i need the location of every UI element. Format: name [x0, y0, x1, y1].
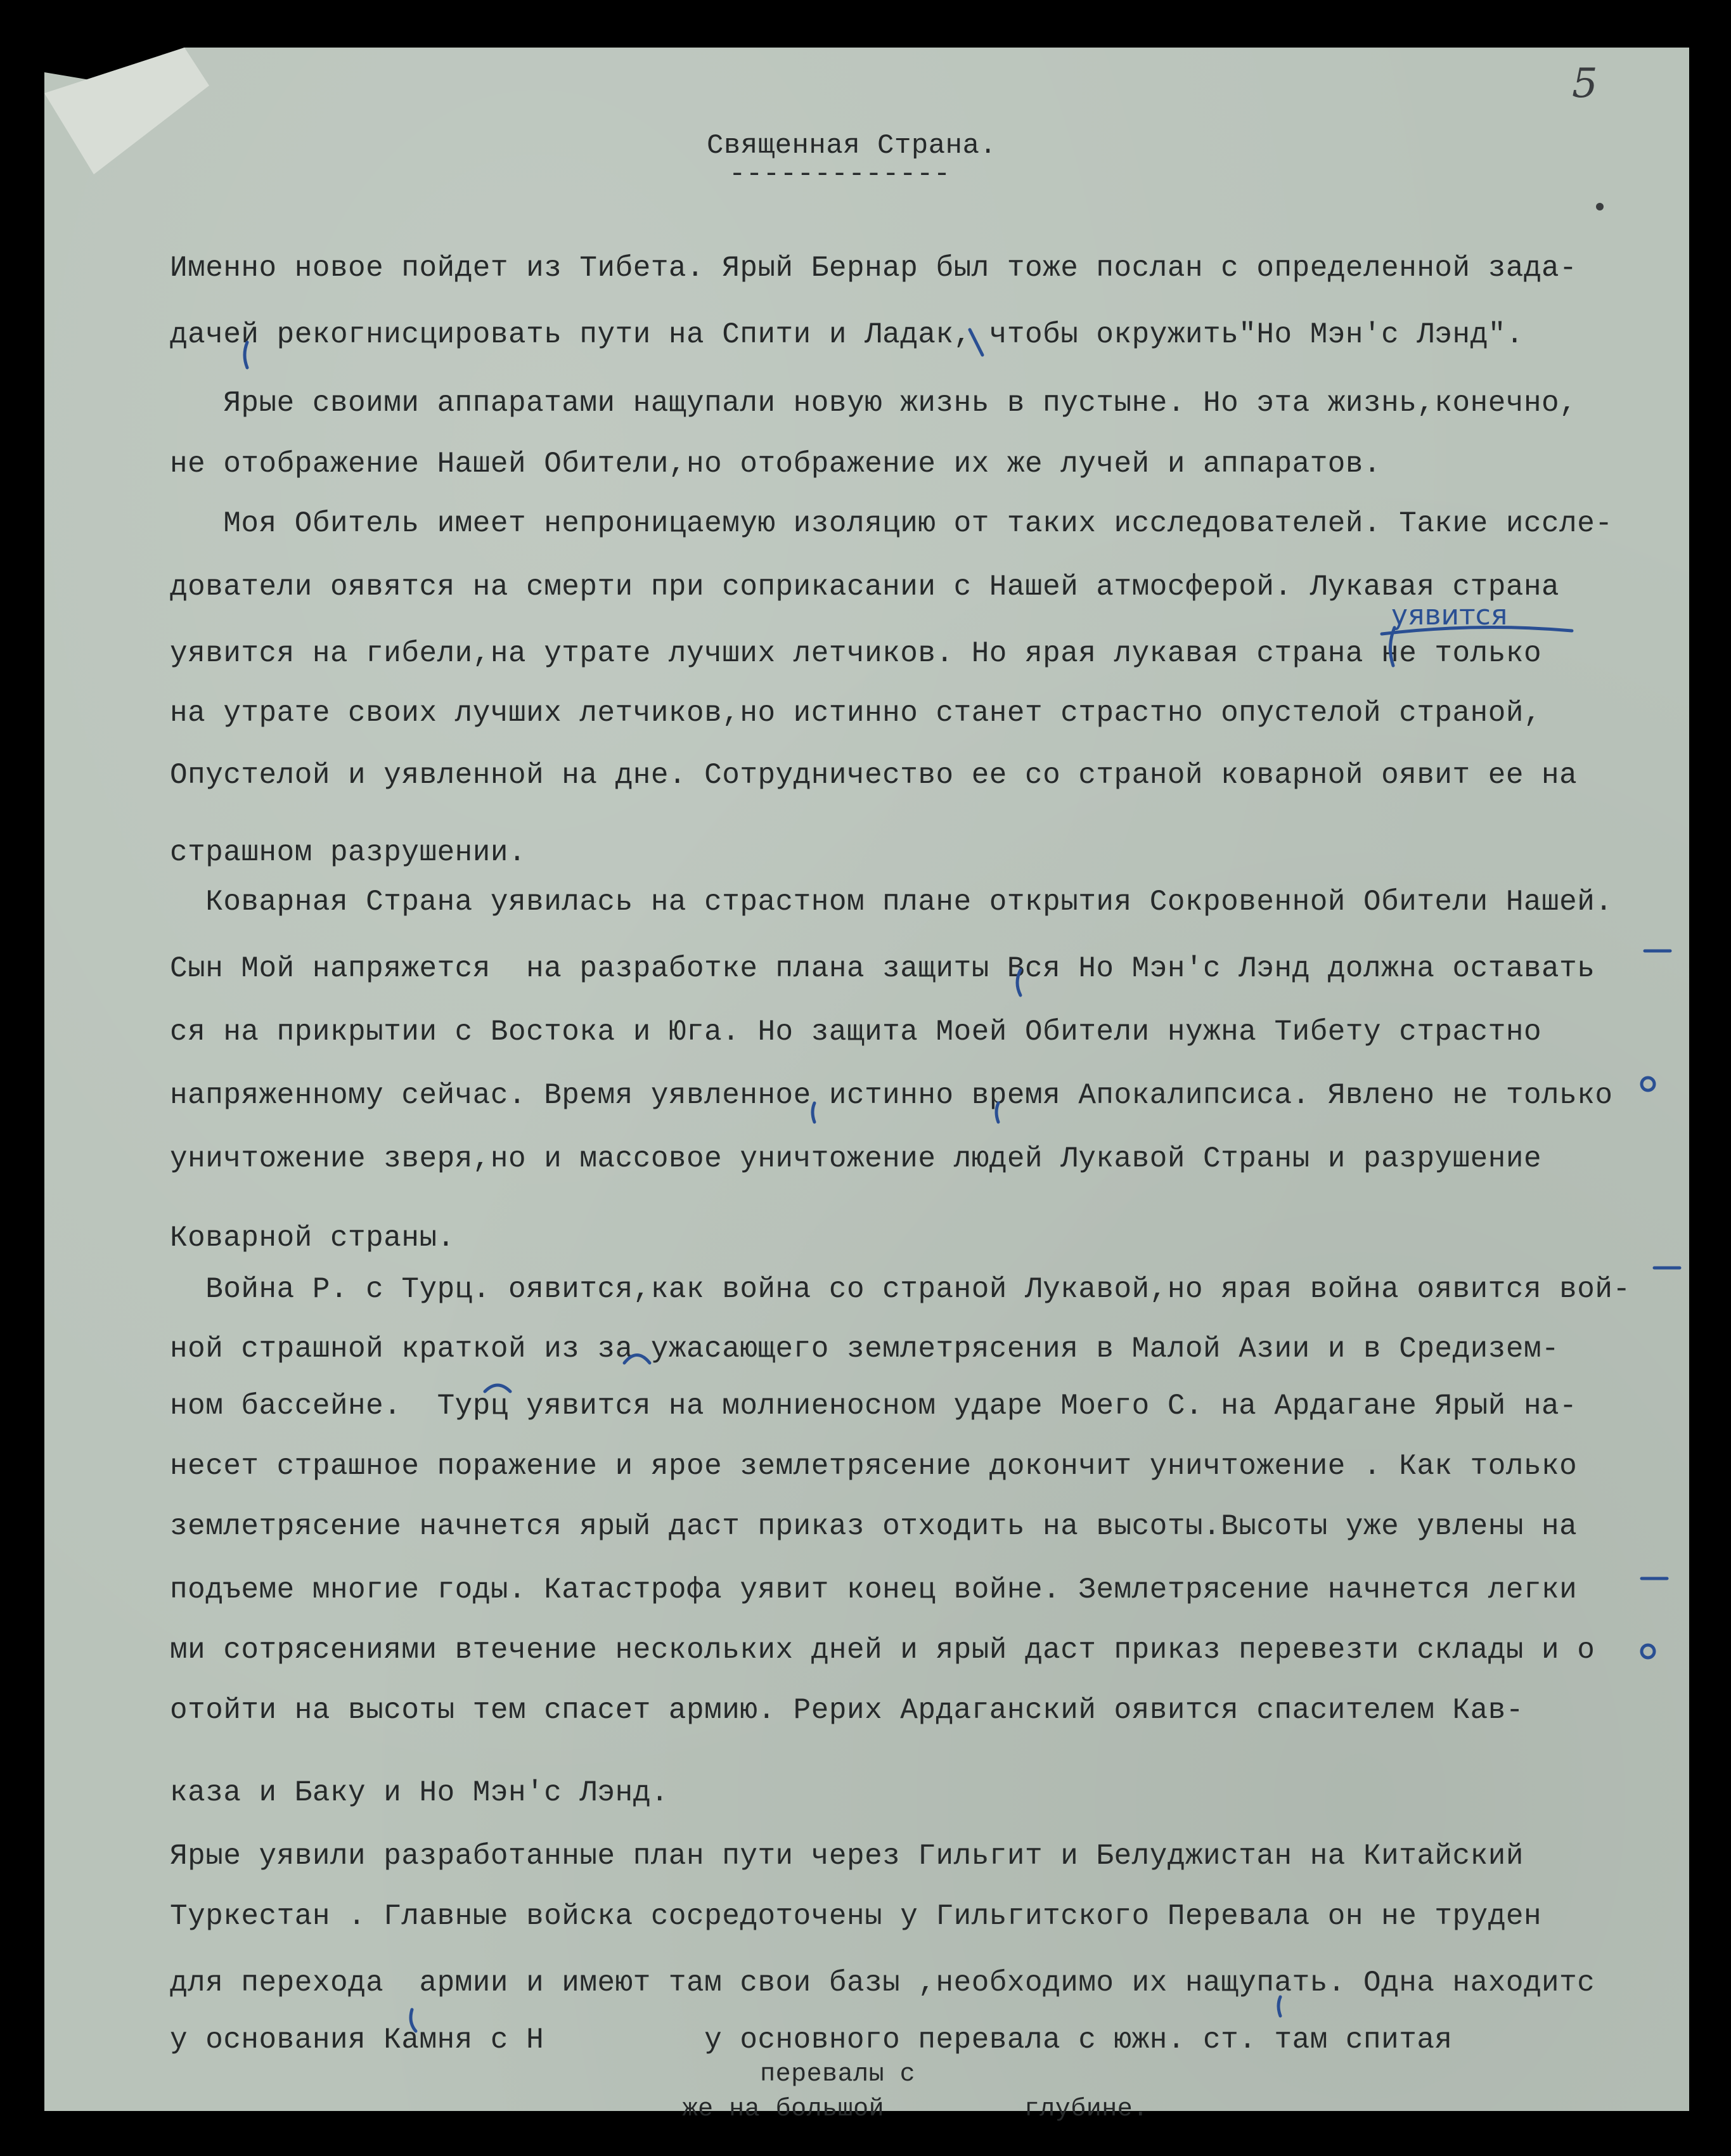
body-line: Коварная Страна уявилась на страстном плане открытия Сокровенной Обители Нашей.	[170, 886, 1613, 919]
body-line: напряженному сейчас. Время уявленное истинно время Апокалипсиса. Явлено не только	[170, 1079, 1613, 1112]
body-line: Коварной страны.	[170, 1222, 455, 1255]
body-line: Моя Обитель имеет непроницаемую изоляцию от таких исследователей. Такие иссле-	[170, 507, 1613, 540]
body-line: ной страшной краткой из за ужасающего землетрясения в Малой Азии и в Средизем-	[170, 1333, 1560, 1365]
body-line: ся на прикрытии с Востока и Юга. Но защита Моей Обители нужна Тибету страстно	[170, 1016, 1542, 1049]
body-line: землетрясение начнется ярый даст приказ отходить на высоты.Высоты уже увлены на	[170, 1510, 1578, 1543]
body-line: Именно новое пойдет из Тибета. Ярый Бернар был тоже послан с определенной зада-	[170, 252, 1578, 285]
body-line: дователи оявятся на смерти при соприкасании с Нашей атмосферой. Лукавая страна	[170, 571, 1560, 604]
page-title: Священная Страна.	[707, 130, 997, 162]
title-underline: -------------	[729, 158, 951, 190]
body-line: отойти на высоты тем спасет армию. Рерих Ардаганский оявится спасителем Кав-	[170, 1694, 1524, 1727]
body-line: страшном разрушении.	[170, 836, 527, 869]
body-line: же на большой глубине.	[170, 2095, 1149, 2124]
body-line: уявится на гибели,на утрате лучших летчиков. Но ярая лукавая страна не только	[170, 637, 1542, 670]
body-line: Ярые уявили разработанные план пути через Гильгит и Белуджистан на Китайский	[170, 1840, 1524, 1873]
body-line: ном бассейне. Турц уявится на молниеносном ударе Моего С. на Ардагане Ярый на-	[170, 1390, 1578, 1423]
page-number: 5	[1572, 60, 1599, 107]
margin-circle	[1642, 1078, 1654, 1090]
body-line: не отображение Нашей Обители,но отображение их же лучей и аппаратов.	[170, 448, 1382, 481]
body-line: ми сотрясениями втечение нескольких дней и ярый даст приказ перевезти склады и о	[170, 1634, 1595, 1667]
body-line: Сын Мой напряжется на разработке плана защиты Вся Но Мэн'с Лэнд должна оставать	[170, 952, 1595, 985]
body-line: несет страшное поражение и ярое землетрясение докончит уничтожение . Как только	[170, 1450, 1578, 1483]
body-line: каза и Баку и Но Мэн'с Лэнд.	[170, 1776, 669, 1809]
body-line: Опустелой и уявленной на дне. Сотрудничество ее со страной коварной оявит ее на	[170, 759, 1578, 792]
body-line: Туркестан . Главные войска сосредоточены у Гильгитского Перевала он не труден	[170, 1900, 1542, 1933]
body-line: подъеме многие годы. Катастрофа уявит конец войне. Землетрясение начнется легки	[170, 1573, 1578, 1606]
body-line: Ярые своими аппаратами нащупали новую жизнь в пустыне. Но эта жизнь,конечно,	[170, 387, 1578, 420]
body-line: Война Р. с Турц. оявится,как война со страной Лукавой,но ярая война оявится вой-	[170, 1273, 1631, 1306]
body-line: перевалы с	[170, 2060, 916, 2089]
insertion-underline	[1382, 628, 1572, 634]
body-line: на утрате своих лучших летчиков,но истинно станет страстно опустелой страной,	[170, 697, 1542, 730]
body-line: дачей рекогнисцировать пути на Спити и Ладак, чтобы окружить"Но Мэн'с Лэнд".	[170, 318, 1524, 351]
handwritten-insertion: уявится	[1391, 599, 1508, 631]
body-line: для перехода армии и имеют там свои базы ,необходимо их нащупать. Одна находитс	[170, 1966, 1595, 1999]
margin-circle	[1642, 1645, 1654, 1658]
body-line: уничтожение зверя,но и массовое уничтожение людей Лукавой Страны и разрушение	[170, 1142, 1542, 1175]
body-line: у основания Камня с Н у основного перевала с южн. ст. там спитая	[170, 2024, 1453, 2056]
